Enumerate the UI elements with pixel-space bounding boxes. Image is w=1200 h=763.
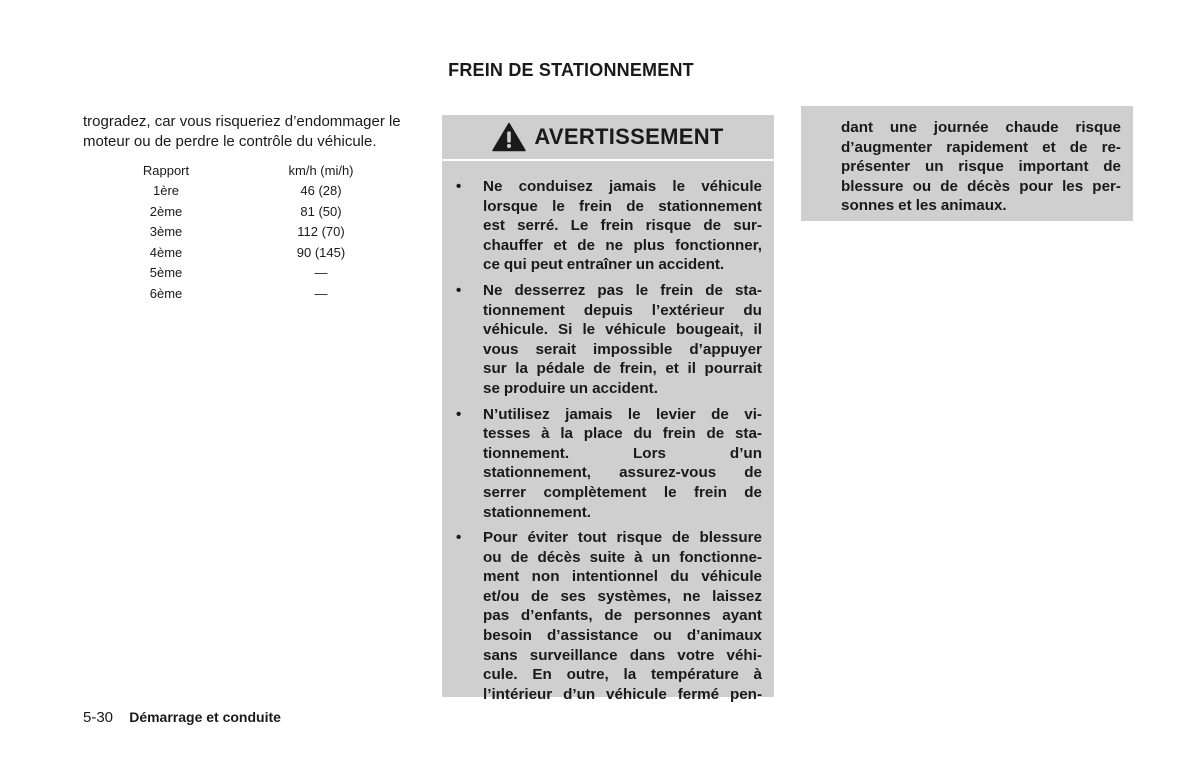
bullet-icon: • [456,405,462,423]
table-row [140,222,380,243]
text-line: ment non intentionnel du véhicule [483,568,762,586]
intro-line: trogradez, car vous risqueriez d’endommager le [83,113,401,130]
warning-continuation-text [841,118,1121,216]
speed-cell: — [314,265,328,281]
text-line: chauffer et de ne plus fonctionner, [483,236,762,254]
header-gear: Rapport [142,162,190,178]
gear-cell: 2ème [149,203,183,219]
table-row [140,181,380,202]
table-row [140,283,380,304]
warning-item [454,405,762,523]
warning-box [442,115,774,703]
table-row [140,242,380,263]
gear-cell: 4ème [149,244,183,260]
speed-cell: 90 (145) [296,244,346,260]
text-line: pas d’enfants, de personnes ayant [483,607,762,625]
text-line: sur la pédale de frein, et il pourrait [483,360,762,378]
text-line: blessure ou de décès pour les per- [841,177,1121,195]
speed-cell: — [314,285,328,301]
text-line: tionnement. Lors d’un [483,444,762,462]
gear-cell: 6ème [149,285,183,301]
intro-line: moteur ou de perdre le contrôle du véhicule. [83,133,377,150]
text-line: serrer complètement le frein de [483,483,762,501]
page-footer [83,709,281,726]
bullet-icon: • [456,529,462,547]
text-line: dant une journée chaude risque [841,119,1121,136]
gear-speed-table [140,160,380,304]
page-number: 5-30 [83,709,114,726]
warning-item-text [483,177,762,275]
text-line: ce qui peut entraîner un accident. [483,256,725,274]
warning-item [454,177,762,275]
text-line: Ne desserrez pas le frein de sta- [483,281,762,299]
warning-item-text [483,528,762,704]
text-line: est serré. Le frein risque de sur- [483,217,762,235]
warning-list [442,161,774,704]
gear-cell: 5ème [149,265,183,281]
gear-cell: 1ère [152,183,180,199]
text-line: et/ou de ses systèmes, ne laissez [483,587,762,605]
text-line: présenter un risque important de [841,158,1121,176]
text-line: vous serait impossible d’appuyer [483,340,762,358]
section-name: Démarrage et conduite [129,709,281,725]
text-line: Ne conduisez jamais le véhicule [483,178,762,195]
gear-cell: 3ème [149,224,183,240]
table-row [140,263,380,284]
bullet-icon: • [456,178,462,195]
bullet-icon: • [456,281,462,299]
intro-paragraph [83,112,418,152]
warning-item [454,281,762,399]
text-line: l’intérieur d’un véhicule fermé pen- [483,685,762,703]
text-line: stationnement. [483,503,592,521]
text-line: lorsque le frein de stationnement [483,197,762,215]
speed-cell: 81 (50) [300,203,342,219]
text-line: véhicule. Si le véhicule bougeait, il [483,321,762,339]
table-row [140,201,380,222]
text-line: ou de décès suite à un fonctionne- [483,548,762,566]
warning-triangle-icon [492,122,526,152]
warning-continuation-box [801,106,1133,221]
text-line: se produire un accident. [483,379,658,397]
text-line: cule. En outre, la température à [483,666,762,684]
text-line: besoin d’assistance ou d’animaux [483,627,762,645]
text-line: tesses à la place du frein de sta- [483,425,762,443]
text-line: N’utilisez jamais le levier de vi- [483,405,762,423]
speed-cell: 112 (70) [297,224,345,240]
text-line: sans surveillance dans votre véhi- [483,646,762,664]
page-title: FREIN DE STATIONNEMENT [448,60,694,80]
text-line: Pour éviter tout risque de blessure [483,529,762,547]
table-header-row [140,160,380,181]
text-line: sonnes et les animaux. [841,197,1007,215]
warning-header [442,115,774,161]
warning-item-text [483,281,762,399]
warning-item-text [483,405,762,523]
text-line: tionnement depuis l’extérieur du [483,301,762,319]
header-speed: km/h (mi/h) [288,162,354,178]
warning-item [454,528,762,704]
text-line: d’augmenter rapidement et de re- [841,138,1121,156]
text-line: stationnement, assurez-vous de [483,464,762,482]
warning-title: AVERTISSEMENT [534,124,724,149]
speed-cell: 46 (28) [300,183,342,199]
